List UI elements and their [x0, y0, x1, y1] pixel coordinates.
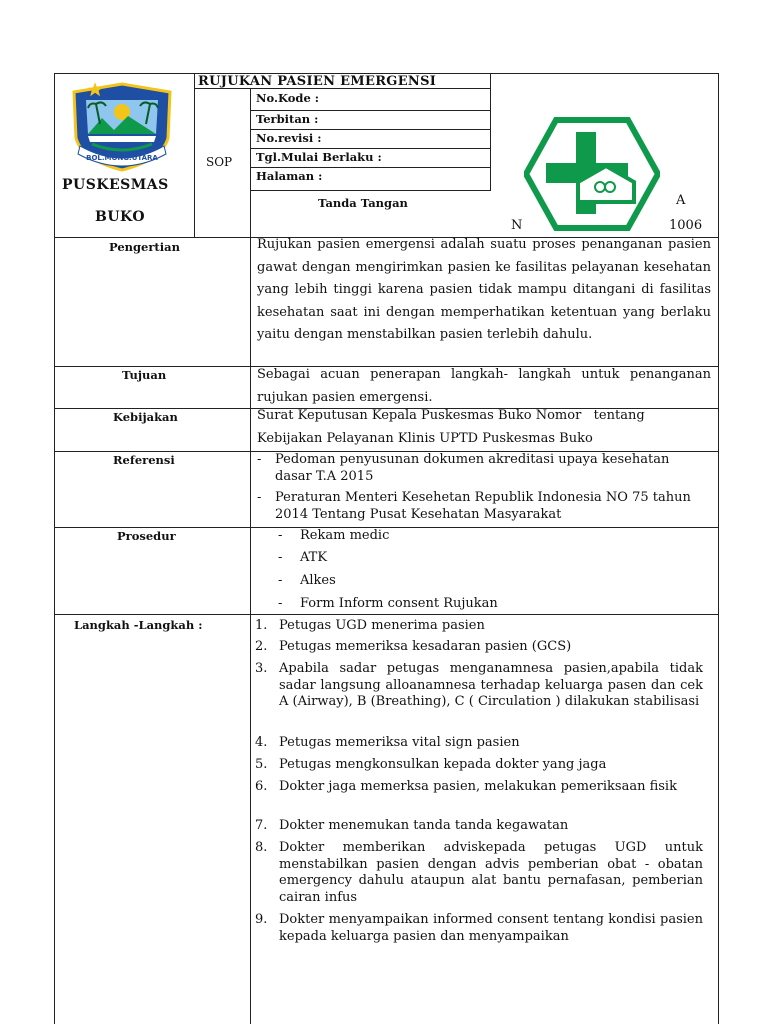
prosedur-dash-1: - — [278, 528, 283, 543]
kebijakan-line1: Surat Keputusan Kepala Puskesmas Buko Nomor tentang — [257, 408, 645, 423]
field-terbitan: Terbitan : — [256, 112, 319, 126]
langkah-text-6: Dokter jaga memerksa pasien, melakukan pemeriksaan fisik — [279, 779, 677, 794]
langkah-text-1: Petugas UGD menerima pasien — [279, 618, 485, 633]
header-row-line-6 — [250, 190, 490, 191]
langkah-item-2 — [255, 639, 703, 656]
prosedur-item-4: Form Inform consent Rujukan — [300, 596, 498, 611]
prosedur-dash-2: - — [278, 550, 283, 565]
langkah-num-8: 8. — [255, 840, 268, 855]
langkah-item-4 — [255, 735, 703, 752]
langkah-item-5 — [255, 757, 703, 774]
referensi-item-2: Peraturan Menteri Kesehetan Republik Indonesia NO 75 tahun 2014 Tentang Pusat Kesehatan Masyarakat — [275, 490, 691, 522]
langkah-item-9 — [255, 912, 703, 945]
label-prosedur: Prosedur — [117, 529, 176, 543]
langkah-num-1: 1. — [255, 618, 268, 633]
tujuan-text: Sebagai acuan penerapan langkah- langkah untuk penanganan rujukan pasien emergensi. — [257, 367, 711, 405]
column-divider — [250, 237, 251, 1024]
regency-logo — [66, 80, 178, 174]
sop-label: SOP — [206, 155, 233, 169]
row-line-prosedur-bottom — [54, 614, 718, 615]
header-row-line-5 — [250, 167, 490, 168]
langkah-num-4: 4. — [255, 735, 268, 750]
field-tgl-mulai-berlaku: Tgl.Mulai Berlaku : — [256, 150, 382, 164]
header-row-line-2 — [250, 110, 490, 111]
referensi-dash-1: - — [257, 452, 262, 467]
langkah-item-6 — [255, 779, 703, 796]
label-kebijakan: Kebijakan — [113, 410, 178, 424]
table-border-right — [718, 73, 719, 1024]
langkah-item-3 — [255, 661, 703, 711]
langkah-num-2: 2. — [255, 639, 268, 654]
langkah-text-4: Petugas memeriksa vital sign pasien — [279, 735, 520, 750]
referensi-dash-2: - — [257, 490, 262, 505]
header-row-line-4 — [250, 148, 490, 149]
field-no-kode: No.Kode : — [256, 91, 320, 105]
partial-letter: A — [676, 193, 686, 208]
field-no-revisi: No.revisi : — [256, 131, 322, 145]
prosedur-dash-4: - — [278, 596, 283, 611]
field-halaman: Halaman : — [256, 169, 323, 183]
label-referensi: Referensi — [113, 453, 175, 467]
org-name-line2: BUKO — [95, 209, 146, 225]
langkah-text-3: Apabila sadar petugas menganamnesa pasien,apabila tidak sadar langsung alloanamnesa terhadap keluarga pasen dan cek A (Airway), B (Breathing), C ( Circulation ) dilakukan stabilisasi — [279, 661, 703, 709]
label-pengertian: Pengertian — [109, 240, 180, 254]
label-langkah: Langkah -Langkah : — [74, 618, 203, 632]
partial-nip-left: N — [511, 218, 523, 233]
puskesmas-logo — [524, 116, 660, 232]
langkah-num-3: 3. — [255, 661, 268, 676]
langkah-text-2: Petugas memeriksa kesadaran pasien (GCS) — [279, 639, 572, 654]
langkah-item-7 — [255, 818, 703, 835]
svg-text:BOL.MONG.UTARA: BOL.MONG.UTARA — [86, 154, 158, 162]
referensi-item-1: Pedoman penyusunan dokumen akreditasi upaya kesehatan dasar T.A 2015 — [275, 452, 670, 484]
pengertian-text: Rujukan pasien emergensi adalah suatu proses penanganan pasien gawat dengan mengirimkan pasien ke fasilitas pelayanan kesehatan yang lebih tinggi karena pasien tidak mampu ditangani di fasilitas kesehatan saat ini dengan memperhatikan ketentuan yang berlaku yaitu dengan menstabilkan pasien terlebih dahulu. — [257, 237, 711, 342]
prosedur-item-2: ATK — [300, 550, 328, 565]
signature-label: Tanda Tangan — [318, 196, 408, 210]
langkah-text-9: Dokter menyampaikan informed consent tentang kondisi pasien kepada keluarga pasien dan menyampaikan — [279, 912, 703, 944]
partial-nip-right: 1006 — [669, 218, 703, 233]
header-row-line-3 — [250, 129, 490, 130]
langkah-num-9: 9. — [255, 912, 268, 927]
langkah-text-7: Dokter menemukan tanda tanda kegawatan — [279, 818, 569, 833]
table-border-left — [54, 73, 55, 1024]
kebijakan-line2: Kebijakan Pelayanan Klinis UPTD Puskesmas Buko — [257, 431, 593, 446]
langkah-num-5: 5. — [255, 757, 268, 772]
langkah-num-6: 6. — [255, 779, 268, 794]
prosedur-item-3: Alkes — [300, 573, 336, 588]
langkah-item-8 — [255, 840, 703, 906]
prosedur-dash-3: - — [278, 573, 283, 588]
org-name-line1: PUSKESMAS — [62, 177, 169, 193]
langkah-item-1 — [255, 618, 703, 635]
header-col-line-a — [194, 73, 195, 237]
document-title: RUJUKAN PASIEN EMERGENSI — [198, 74, 437, 89]
label-tujuan: Tujuan — [122, 368, 167, 382]
langkah-num-7: 7. — [255, 818, 268, 833]
header-col-line-c — [490, 73, 491, 191]
langkah-text-5: Petugas mengkonsulkan kepada dokter yang jaga — [279, 757, 607, 772]
prosedur-item-1: Rekam medic — [300, 528, 390, 543]
langkah-text-8: Dokter memberikan adviskepada petugas UGD untuk menstabilkan pasien dengan advis pemberian obat - obatan emergency dahulu ataupun alat bantu pernafasan, pemberian cairan infus — [279, 840, 703, 905]
